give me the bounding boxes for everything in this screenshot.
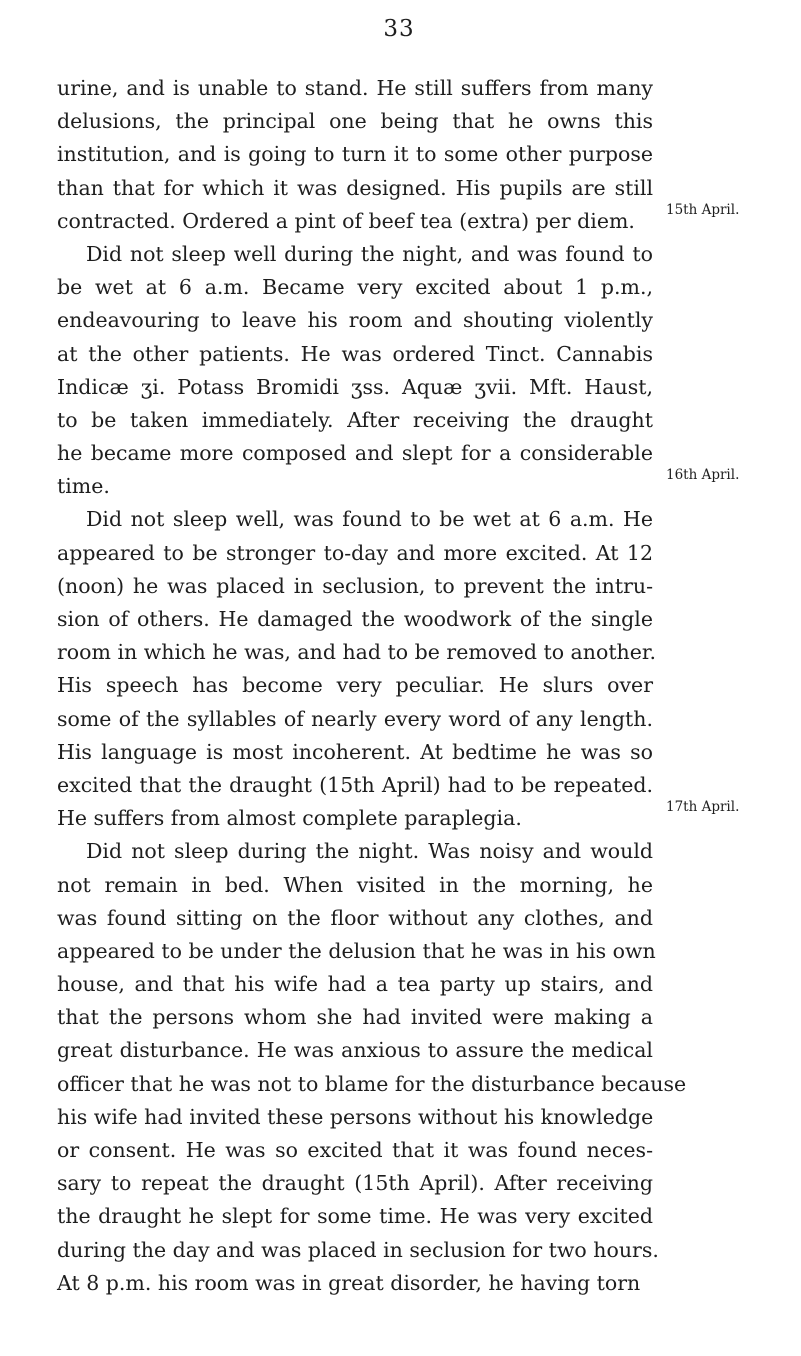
text-line: house, and that his wife had a tea party up stairs, and [57,972,653,997]
text-line: at the other patients. He was ordered Tinct. Cannabis [57,341,653,366]
margin-note-date: 16th April. [666,467,740,483]
page-number: 33 [383,16,415,42]
text-line: not remain in bed. When visited in the morning, he [57,872,653,897]
text-line: than that for which it was designed. His pupils are still [57,175,653,200]
text-line: Indicæ ʒi. Potass Bromidi ʒss. Aquæ ʒvii. Mft. Haust, [57,374,653,399]
text-line: delusions, the principal one being that he owns this [57,109,653,134]
text-line: that the persons whom she had invited were making a [57,1005,653,1030]
margin-note-date: 17th April. [666,799,740,815]
text-line: great disturbance. He was anxious to assure the medical [57,1038,653,1063]
text-line: excited that the draught (15th April) had to be repeated. [57,772,653,797]
text-line: sion of others. He damaged the woodwork of the single [57,607,653,631]
text-line: He suffers from almost complete paraplegia. [57,806,522,831]
text-line: or consent. He was so excited that it was found neces- [57,1138,653,1162]
text-line: His speech has become very peculiar. He slurs over [57,673,653,698]
text-line: At 8 p.m. his room was in great disorder, he having torn [57,1270,641,1295]
text-line: room in which he was, and had to be removed to another. [57,640,656,665]
text-line: urine, and is unable to stand. He still suffers from many [57,76,653,100]
text-line: to be taken immediately. After receiving the draught [57,407,653,432]
text-line: some of the syllables of nearly every word of any length. [57,706,653,731]
text-line: endeavouring to leave his room and shouting violently [57,308,653,333]
text-line: officer that he was not to blame for the disturbance because [57,1071,687,1096]
text-line: His language is most incoherent. At bedtime he was so [57,739,653,764]
text-line: appeared to be under the delusion that he was in his own [57,938,656,963]
text-line: contracted. Ordered a pint of beef tea (extra) per diem. [57,208,635,233]
text-line: Did not sleep well during the night, and was found to [86,241,653,266]
text-line: sary to repeat the draught (15th April). After receiving [57,1171,653,1196]
text-line: he became more composed and slept for a considerable [57,441,653,466]
text-line: institution, and is going to turn it to some other purpose [57,142,653,167]
body-text [57,72,687,1300]
text-line: the draught he slept for some time. He was very excited [57,1204,653,1229]
text-line: during the day and was placed in seclusion for two hours. [57,1237,659,1262]
text-line: Did not sleep during the night. Was noisy and would [86,839,653,864]
text-line: be wet at 6 a.m. Became very excited about 1 p.m., [57,275,653,300]
text-line: time. [57,474,110,499]
text-line: Did not sleep well, was found to be wet at 6 a.m. He [86,507,653,532]
text-line: was found sitting on the floor without any clothes, and [57,905,653,930]
margin-note-date: 15th April. [666,202,740,218]
text-line: (noon) he was placed in seclusion, to prevent the intru- [57,573,653,598]
text-line: appeared to be stronger to-day and more excited. At 12 [57,540,653,565]
text-line: his wife had invited these persons without his knowledge [57,1104,654,1129]
